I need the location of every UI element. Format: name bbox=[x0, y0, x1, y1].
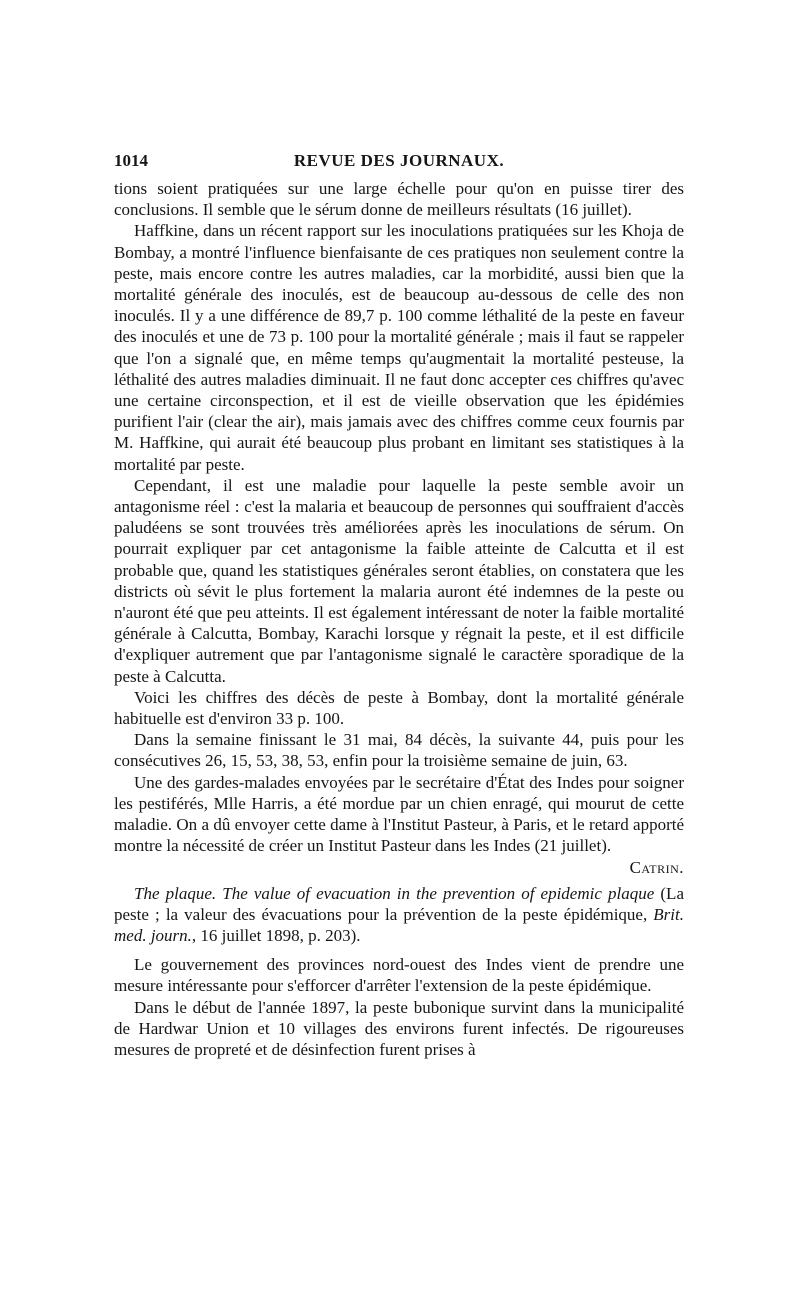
paragraph-6 bbox=[114, 772, 684, 877]
author-signature: Catrin. bbox=[629, 857, 684, 877]
reference-title-fr: (La peste ; la valeur des évacuations pour la prévention de la peste épidémique, bbox=[114, 883, 684, 924]
paragraph-5: Dans la semaine finissant le 31 mai, 84 décès, la suivante 44, puis pour les consécutives 26, 15, 53, 38, 53, enfin pour la troisième semaine de juin, 63. bbox=[114, 730, 684, 771]
page-number: 1014 bbox=[114, 151, 148, 170]
paragraph-6-text: Une des gardes-malades envoyées par le secrétaire d'État des Indes pour soigner les pestiférés, Mlle Harris, a été mordue par un chien enragé, qui mourut de cette maladie. On a dû envoyer cette dame à l'Institut Pasteur, à Paris, et le retard apporté montre la nécessité de créer un Institut Pasteur dans les Indes (21 juillet). bbox=[114, 772, 684, 856]
paragraph-1: tions soient pratiquées sur une large échelle pour qu'on en puisse tirer des conclusions. Il semble que le sérum donne de meilleurs résultats (16 juillet). bbox=[114, 179, 684, 220]
paragraph-2: Haffkine, dans un récent rapport sur les inoculations pratiquées sur les Khoja de Bombay, a montré l'influence bienfaisante de ces pratiques non seulement contre la peste, mais encore contre les autres maladies, car la morbidité, aussi bien que la mortalité générale des inoculés, est de beaucoup au-dessous de celle des non inoculés. Il y a une différence de 89,7 p. 100 comme léthalité de la peste en faveur des inoculés et une de 73 p. 100 pour la mortalité générale ; mais il faut se rappeler que l'on a signalé que, en même temps qu'augmentait la mortalité pesteuse, la léthalité des autres maladies diminuait. Il ne faut donc accepter ces chiffres qu'avec une certaine circonspection, et il est de vieille observation que les épidémies purifient l'air (clear the air), mais jamais avec des chiffres comme ceux fournis par M. Haffkine, qui aurait été beaucoup plus probant en limitant ses statistiques à la mortalité par peste. bbox=[114, 221, 684, 474]
paragraph-3: Cependant, il est une maladie pour laquelle la peste semble avoir un antagonisme réel : c'est la malaria et beaucoup de personnes qui souffraient d'accès paludéens se sont trouvées très améliorées après les inoculations de sérum. On pourrait expliquer par cet antagonisme la faible atteinte de Calcutta et il est probable que, quand les statistiques générales seront établies, on constatera que les districts où sévit le plus fortement la malaria auront été indemnes de la peste ou n'auront été que peu atteints. Il est également intéressant de noter la faible mortalité générale à Calcutta, Bombay, Karachi lorsque y régnait la peste, et il est difficile d'expliquer autrement que par l'antagonisme signalé le caractère sporadique de la peste à Calcutta. bbox=[114, 475, 684, 686]
page bbox=[114, 150, 684, 1060]
running-header bbox=[114, 150, 684, 178]
paragraph-7: Le gouvernement des provinces nord-ouest des Indes vient de prendre une mesure intéressante pour s'efforcer d'arrêter l'extension de la peste épidémique. bbox=[114, 955, 684, 996]
reference-journal: Brit. med. journ. bbox=[114, 904, 684, 945]
paragraph-8: Dans le début de l'année 1897, la peste bubonique survint dans la municipalité de Hardwar Union et 10 villages des environs furent infectés. De rigoureuses mesures de propreté et de désinfection furent prises à bbox=[114, 997, 684, 1059]
reference-title-en: The plaque. The value of evacuation in the prevention of epidemic plaque bbox=[134, 883, 655, 903]
reference-date: , 16 juillet 1898, p. 203). bbox=[191, 925, 361, 945]
paragraph-4: Voici les chiffres des décès de peste à Bombay, dont la mortalité générale habituelle est d'environ 33 p. 100. bbox=[114, 687, 684, 729]
running-title: REVUE DES JOURNAUX. bbox=[293, 151, 505, 170]
article-reference bbox=[114, 883, 684, 947]
